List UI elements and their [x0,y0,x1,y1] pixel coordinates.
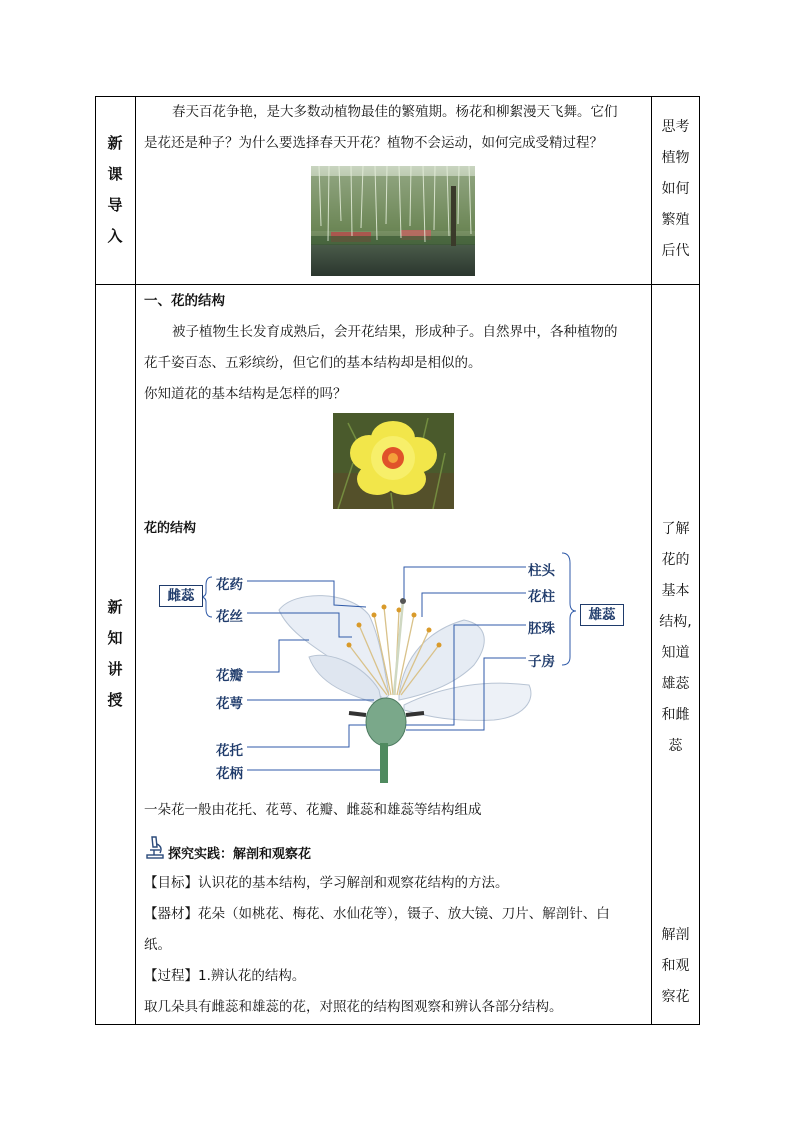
goal-text: 【目标】认识花的基本结构，学习解剖和观察花结构的方法。 [144,875,509,891]
label-ovule: 胚珠 [528,621,555,637]
materials-line-2: 纸。 [144,937,171,953]
label-stigma: 柱头 [528,563,555,579]
table-right-border [699,96,700,1025]
table-bottom-border [95,1024,700,1025]
label-style: 花柱 [528,589,555,605]
section-label-teach: 新 知 讲 授 [107,598,123,709]
materials-line-1: 【器材】花朵（如桃花、梅花、水仙花等），镊子、放大镜、刀片、解剖针、白 [144,906,610,922]
practice-title: 探究实践：解剖和观察花 [168,847,312,862]
section-label-intro: 新 课 导 入 [107,134,123,245]
intro-line-1: 春天百花争艳，是大多数动植物最佳的繁殖期。杨花和柳絮漫天飞舞。它们 [172,104,618,120]
flower-structure-diagram [144,545,642,790]
para1-line-1: 被子植物生长发育成熟后，会开花结果，形成种子。自然界中，各种植物的 [172,324,618,340]
willow-catkins-photo [311,166,475,276]
question-text: 你知道花的基本结构是怎样的吗？ [144,386,347,402]
process-text: 【过程】1.辨认花的结构。 [144,968,306,984]
intro-note: 思考 植物 如何 繁殖 后代 [661,119,690,259]
microscope-icon [144,834,166,860]
para1-line-2: 花千姿百态、五彩缤纷，但它们的基本结构却是相似的。 [144,355,482,371]
yellow-flower-photo [333,413,454,509]
pistil-group-box: 雌蕊 [159,585,203,607]
intro-line-2: 是花还是种子？为什么要选择春天开花？植物不会运动，如何完成受精过程？ [144,135,603,151]
process-detail: 取几朵具有雌蕊和雄蕊的花，对照花的结构图观察和辨认各部分结构。 [144,999,563,1015]
label-sepal: 花萼 [216,696,243,712]
teach-note-structure: 了解 花的 基本 结构, 知道 雄蕊 和雌 蕊 [659,521,692,754]
teach-note-dissect: 解剖 和观 察花 [661,927,690,1005]
stamen-group-box: 雄蕊 [580,604,624,626]
summary-text: 一朵花一般由花托、花萼、花瓣、雌蕊和雄蕊等结构组成 [144,802,482,818]
column-divider-left [135,96,136,1025]
diagram-title: 花的结构 [144,521,197,536]
section-heading: 一、花的结构 [144,293,225,309]
label-anther: 花药 [216,577,243,593]
label-stalk: 花柄 [216,766,243,782]
label-petal: 花瓣 [216,668,243,684]
label-receptacle: 花托 [216,743,243,759]
row-divider [95,284,700,285]
label-ovary: 子房 [528,654,555,670]
label-filament: 花丝 [216,609,243,625]
